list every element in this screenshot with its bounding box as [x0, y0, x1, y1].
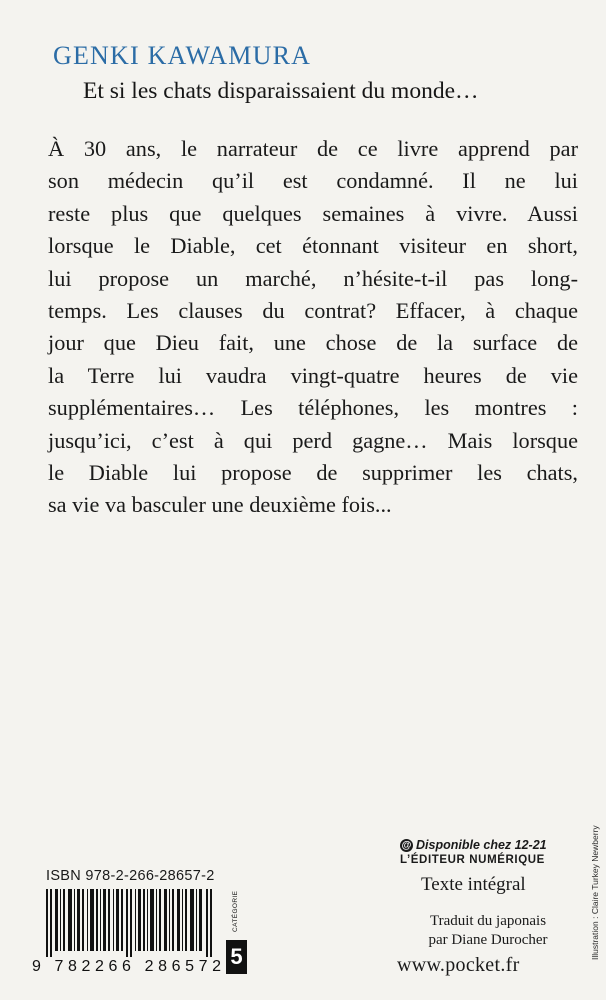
translation-credit: [412, 912, 564, 950]
summary-line: supplémentaires… Les téléphones, les montres :: [48, 395, 578, 421]
digital-publisher: L’ÉDITEUR NUMÉRIQUE: [400, 854, 545, 866]
isbn-number: ISBN 978-2-266-28657-2: [46, 868, 215, 884]
barcode-digits: 9 782266 286572: [32, 958, 226, 975]
category-number: 5: [226, 940, 247, 974]
summary-line: le Diable lui propose de supprimer les chats,: [48, 460, 578, 486]
summary-line: À 30 ans, le narrateur de ce livre apprend par: [48, 136, 578, 161]
summary-line: lorsque le Diable, cet étonnant visiteur en short,: [48, 233, 578, 259]
integral-text-label: Texte intégral: [421, 874, 526, 895]
book-title: Et si les chats disparaissaient du monde…: [83, 78, 479, 104]
summary-line: jour que Dieu fait, une chose de la surface de: [48, 330, 578, 356]
summary-line: la Terre lui vaudra vingt-quatre heures de vie: [48, 362, 578, 388]
category-label: CATÉGORIE: [232, 890, 239, 932]
at-icon: @: [401, 839, 412, 851]
publisher-website: www.pocket.fr: [397, 954, 520, 976]
translation-line: par Diane Durocher: [428, 932, 548, 948]
summary-line: temps. Les clauses du contrat? Effacer, à chaque: [48, 298, 578, 324]
translation-line: Traduit du japonais: [429, 913, 547, 929]
digital-edition-notice: [400, 838, 547, 866]
summary-line: son médecin qu’il est condamné. Il ne lui: [48, 168, 578, 194]
summary-text: [48, 133, 578, 522]
illustration-credit: Illustration : Claire Turkey Newberry: [590, 825, 600, 960]
summary-line: reste plus que quelques semaines à vivre. Aussi: [48, 200, 578, 226]
barcode: [46, 889, 214, 957]
summary-line: lui propose un marché, n’hésite-t-il pas long-: [48, 265, 578, 291]
author-name: GENKI KAWAMURA: [53, 41, 312, 70]
summary-line: sa vie va basculer une deuxième fois...: [48, 492, 392, 518]
digital-availability: Disponible chez 12-21: [416, 838, 547, 852]
summary-line: jusqu’ici, c’est à qui perd gagne… Mais lorsque: [48, 427, 578, 453]
